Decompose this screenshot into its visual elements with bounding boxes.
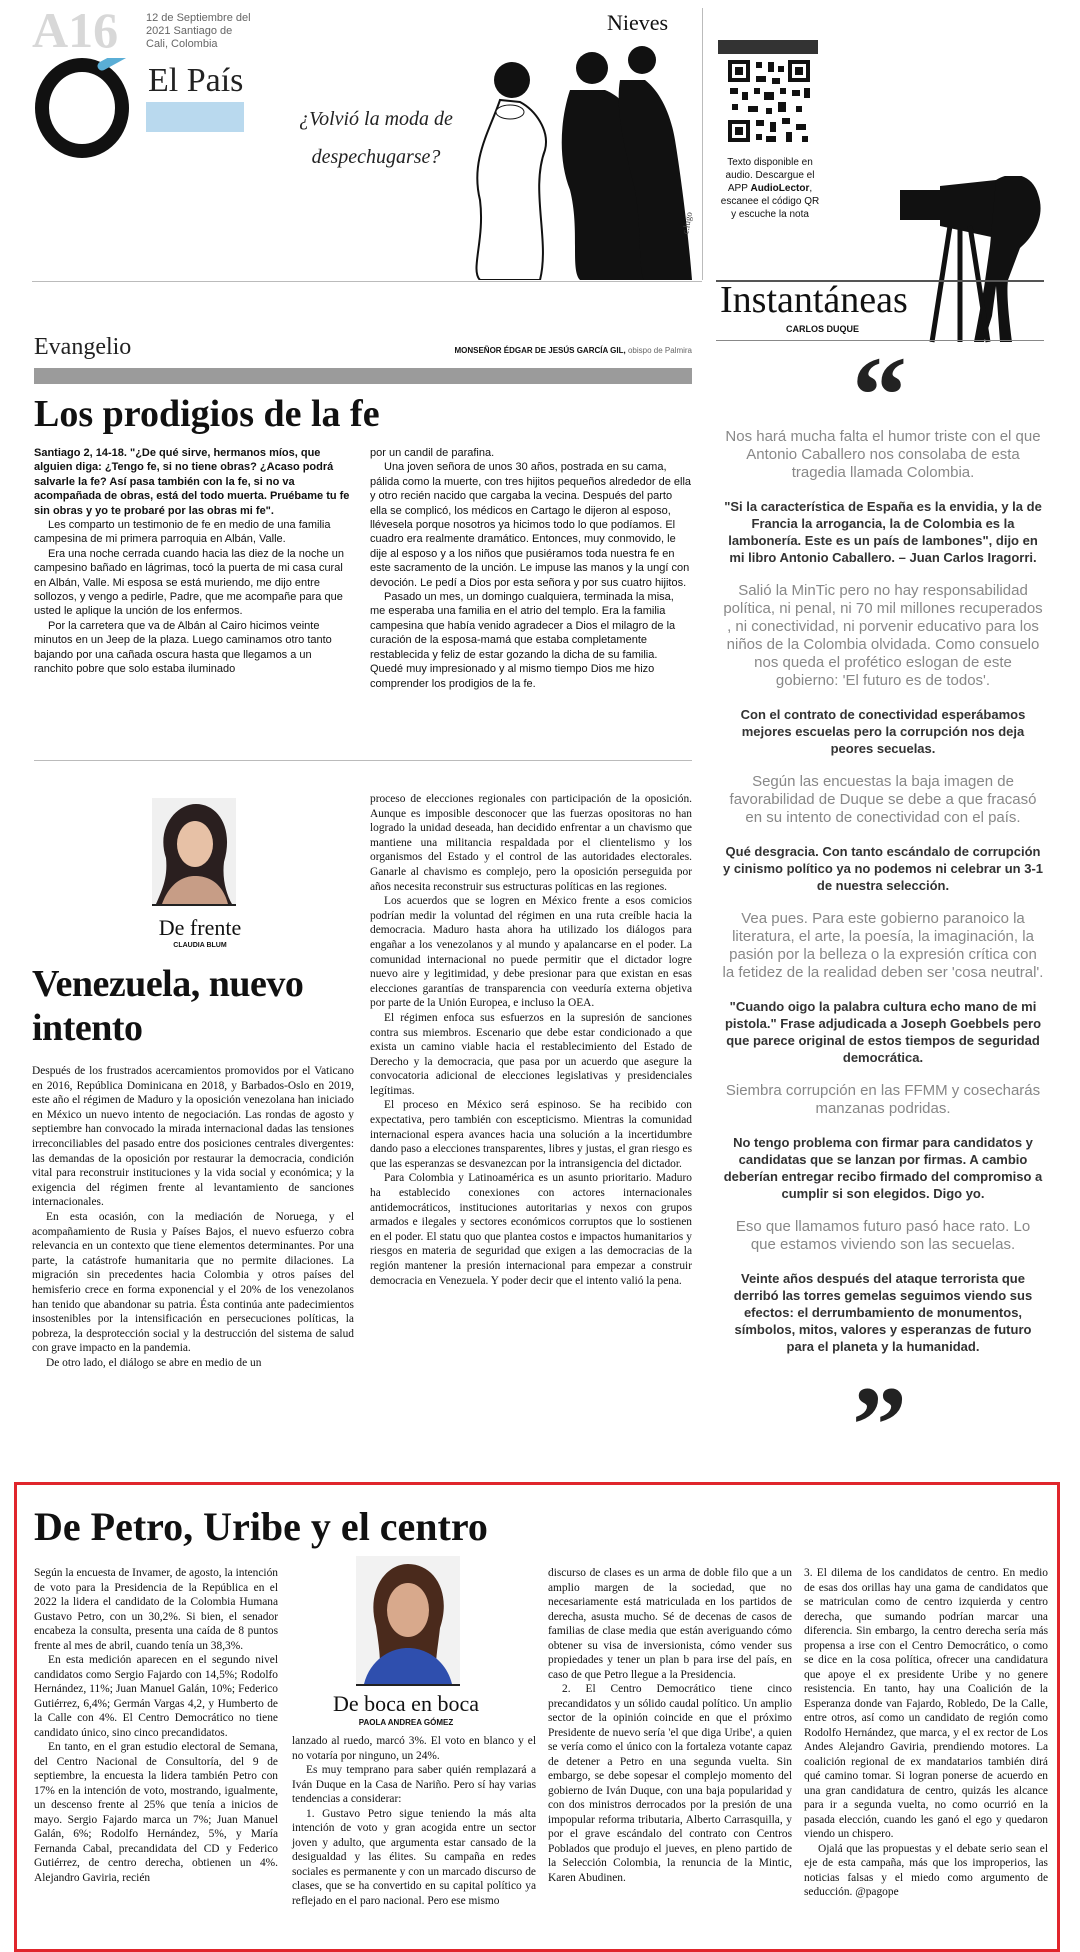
audio-note: Texto disponible en audio. Descargue el APP AudioLector, escanee el código QR y escuche la nota: [720, 157, 820, 220]
evangelio-col-2: por un candil de parafina. Una joven señora de unos 30 años, postrada en su cama, pálida como la muerte, con tres hijitos pequeños alrededor de ella y otro recién nacido que cargaba la vecina. Después del parto ella se complicó, los médicos en Cartago le dijeron al esposo, llévesela porque nosotros ya hicimos todo lo que podíamos. El cuadro era realmente dramático. Entonces, muy conmovido, le dije al esposo y a los niños que pusiéramos toda nuestra fe en este sacramento de la unción. Le impuse las manos y la ungí con devoción. Le pedí a Dios por esta señora y por sus cuatro hijitos. Pasado un mes, un domingo cualquiera, terminada la misa, me esperaba una familia en el atrio del templo. Era la familia campesina que había venido agradecer a Dios el milagro de la curación de la esposa-mamá que estaba completamente restablecida y feliz de estar gozando la dicha de su familia. Quedé muy impresionado y al mismo tiempo Dios me hizo comprender los prodigios de la fe.: [370, 447, 692, 690]
petro-title: De Petro, Uribe y el centro: [34, 1504, 488, 1549]
instantanea-quote: Eso que llamamos futuro pasó hace rato. Lo que estamos viviendo son las secuelas.: [735, 1218, 1031, 1253]
column-de-boca-en-boca: De boca en boca: [333, 1691, 479, 1716]
instantaneas-author: CARLOS DUQUE: [786, 324, 860, 334]
evangelio-title: Los prodigios de la fe: [34, 393, 380, 435]
evangelio-col-1: Santiago 2, 14-18. "¿De qué sirve, hermanos míos, que alguien diga: ¿Tengo fe, si no tiene obras? ¿Acaso podrá salvarle la fe? Así pasa también con la fe, si no va acompañada de obras, está del todo muerta. Pruébame tu fe sin obras y yo te probaré por las obras mi fe". Les comparto un testimonio de fe en medio de una familia campesina de mi primera parroquia en Albán, Valle. Era una noche cerrada cuando hacia las diez de la noche un campesino bañado en lágrimas, tocó la puerta de mi casa cural en Albán, Valle. Mi esposa se está muriendo, me dijo entre sollozos, y vengo a pedirle, Padre, que me acompañe para que usted le aplique la unción de los enfermos. Por la carretera que va de Albán al Cairo hicimos veinte minutos en un Jeep de la plaza. Luego caminamos otro tanto bajando por una cañada oscura hasta que llegamos a un ranchito pobre que solo estaba iluminado: [34, 446, 352, 677]
close-quote-icon: ”: [852, 1364, 907, 1486]
instantaneas-title: Instantáneas: [720, 279, 908, 321]
petro-col-2: lanzado al ruedo, marcó 3%. El voto en blanco y el no votaría por ninguno, un 24%. Es muy temprano para saber quién remplazará a Iván Duque en la Casa de Nariño. Pero sí hay varias tendencias a considerar: 1. Gustavo Petro sigue teniendo la más alta intención de voto y gran acogida entre un sector joven y adulto, que argumenta estar cansado de la desigualdad y las élites. Su campaña en redes sociales es permanente y con un marcado discurso de clases, que se ha convertido en su capital político ya reflejado en el paro nacional. Pero ese mismo: [292, 1735, 536, 1907]
open-quote-icon: “: [852, 334, 907, 456]
evangelio-bottom-rule: [34, 760, 692, 761]
cartoon-women-illustration: [430, 40, 700, 280]
evangelio-byline: MONSEÑOR ÉDGAR DE JESÚS GARCÍA GIL, obispo de Palmira: [454, 346, 692, 355]
author-claudia-blum: CLAUDIA BLUM: [173, 942, 227, 949]
instantanea-quote: Según las encuestas la baja imagen de favorabilidad de Duque se debe a que fracasó en su intento de conectividad con el país.: [729, 773, 1037, 826]
petro-col-3: discurso de clases es un arma de doble filo que a un amplio margen de la sociedad, que no necesariamente está matriculada en los partidos de derecha, asusta mucho. Sé de decenas de casos de familias de clase media que están averiguando cómo obtener su visa de inversionista, cómo vender sus propiedades y tener un plan b para irse del país, en caso de que Petro llegue a la Presidencia. 2. El Centro Democrático tiene cinco precandidatos y un sólido caudal político. Un amplio sector de la opinión coincide en que el próximo Presidente de nuevo sería 'el que diga Uribe', a quien se vería como el único con la fortaleza votante capaz de detener a Petro en una segunda vuelta. Sin embargo, se debe sopesar el complejo momento del gobierno de Iván Duque, con una baja popularidad y con dos ministros derrocados por la presión de una impopular reforma tributaria, Alberto Carrasquilla, y por el grave escándalo del contrato con Centros Poblados que produjo el jueves, en pleno partido de la Selección Colombia, la renuncia de la Mintic, Karen Abudinen.: [548, 1567, 792, 1884]
evangelio-lead: Santiago 2, 14-18. "¿De qué sirve, hermanos míos, que alguien diga: ¿Tengo fe, si no tiene obras? ¿Acaso podrá salvarle la fe? Así pasa también con la fe, si no va acompañada de obras, está del todo muerta. Pruébame tu fe sin obras y yo te probaré por las obras mi fe".: [34, 447, 350, 517]
venezuela-title: Venezuela, nuevo intento: [32, 963, 304, 1049]
venezuela-col-2: proceso de elecciones regionales con participación de la oposición. Aunque es imposible desconocer que las fuerzas opositoras no han logrado la unidad deseada, han decidido enfrentar a un chavismo que mantiene una militancia respaldada por el clientelismo y los organismos del Estado y el control de las autoridades electorales. Ganarle al chavismo es complejo, pero la oposición perseguida por años necesita reconstruir sus estructuras políticas en las regiones. Los acuerdos que se logren en México frente a esos comicios podrían medir la voluntad del régimen en una ruta creíble hacia la democracia. Maduro hasta ahora ha utilizado los diálogos para engañar a los venezolanos y al mundo y apalancarse en el poder. La comunidad internacional no puede permitir que el dictador logre nuevo aire y legitimidad, y debe presionar para que existan en esas elecciones garantías de transparencia con veeduría externa objetiva por parte de la Unión Europea, e incluso la OEA. El régimen enfoca sus esfuerzos en la supresión de sanciones contra sus miembros. Escenario que debe estar condicionado a que exista un camino viable hacia el restablecimiento del Estado de Derecho y la democracia, que pasa por un acuerdo que asegure la convocatoria adicional de elecciones legislativas y presidenciales legítimas. El proceso en México será espinoso. Se ha recibido con expectativa, pero también con escepticismo. Mientras la comunidad internacional espera avances hacia una solución a la incertidumbre dando paso a elecciones transparentes, libres y justas, el gran riesgo es que las esperanzas se desvanezcan por la intransigencia del dictador. Para Colombia y Latinoamérica es un asunto prioritario. Maduro ha establecido conexiones con actores internacionales antidemocráticos, instituciones autoritarias y nexos con grupos armados e ilegales y sectores económicos corruptos que lo sostienen en el poder. El statu quo que plantea costos e impactos humanitarios y riesgos en materia de seguridad que exigen a las democracias de la región mantener la presión internacional para empezar a construir democracia en Venezuela. Y poder decir que el intento valió la pena.: [370, 793, 692, 1287]
date-line: 12 de Septiembre del 2021 Santiago de Cali, Colombia: [146, 12, 251, 50]
section-label: Evangelio: [34, 334, 132, 360]
avatar-paola-gomez: [356, 1556, 460, 1686]
instantanea-quote: "Si la característica de España es la envidia, y la de Francia la arrogancia, la de Colombia es la lambonería. Este es un país de lambones", dijo en mi libro Antonio Caballero. – Juan Carlos Iragorri.: [724, 499, 1042, 565]
column-de-frente: De frente: [158, 915, 242, 940]
cartoon-speech: ¿Volvió la moda de despechugarse?: [299, 108, 453, 168]
audio-app-name: AudioLector: [750, 183, 810, 194]
instantanea-quote: Siembra corrupción en las FFMM y cosecharás manzanas podridas.: [725, 1082, 1041, 1117]
instantaneas-quotes: [722, 428, 1044, 1371]
avatar-claudia-blum: [152, 798, 236, 906]
qr-code-icon[interactable]: [726, 58, 812, 144]
photographer-camera-illustration: [900, 176, 1056, 344]
petro-col-4: 3. El dilema de los candidatos de centro. En medio de esas dos orillas hay una gama de candidatos que se matriculan como de centro izquierda y centro derecha, que sumando podrían marcar una diferencia. Sin embargo, la centro derecha sería más propensa a irse con el Centro Democrático, o como se dice en la cosa política, ofrecer una candidatura que apoye el ex presidente Uribe y no genere resistencia. En tanto, hay una Coalición de la Esperanza donde van Fajardo, Robledo, De la Calle, entre otros, así como un candidato de región como Rodolfo Hernández, que marca, y el ex rector de Los Andes Alejandro Gaviria, prendiendo motores. La coalición regional de ex mandatarios también dirá qué camino tomar. Si logran ponerse de acuerdo en una gran candidatura de centro, quizás les alcance para ir a segunda vuelta, no como ocurrió en la pasada elección, cuando les ganó el ego y quedaron viendo un chispero. Ojalá que las propuestas y el debate serio sean el eje de esta campaña, más que los improperios, las noticias falsas y el miedo como argumento de seducción. @pagope: [804, 1567, 1048, 1898]
instantanea-quote: Salió la MinTic pero no hay responsabilidad política, ni penal, ni 70 mil millones recuperados , ni conectividad, ni porvenir educativo para los niños de la Colombia olvidada. Como consuelo nos queda el profético eslogan de este gobierno: 'El futuro es de todos'.: [723, 582, 1043, 689]
instantanea-quote: Vea pues. Para este gobierno paranoico la literatura, el arte, la poesía, la imaginación, la pasión por la belleza o la expresión crítica con la fetidez de la realidad deben ser 'cosa neutral'.: [722, 910, 1044, 981]
instantanea-quote: Con el contrato de conectividad esperábamos mejores escuelas pero la corrupción nos deja peores secuelas.: [740, 707, 1026, 756]
cartoon-bottom-rule: [32, 281, 702, 282]
instantanea-quote: No tengo problema con firmar para candidatos y candidatas que se lanzan por firmas. A cambio deberían entregar recibo firmado del compromiso a cumplir si son elegidos. Digo yo.: [723, 1135, 1043, 1201]
instantanea-quote: "Cuando oigo la palabra cultura echo mano de mi pistola." Frase adjudicada a Joseph Goebbels pero que parece original de estos tiempos de seguridad democrática.: [724, 999, 1042, 1065]
evangelio-grey-bar: [34, 368, 692, 384]
author-paola-gomez: PAOLA ANDREA GÓMEZ: [358, 1718, 454, 1727]
instantanea-quote: Nos hará mucha falta el humor triste con el que Antonio Caballero nos consolaba de esta tragedia llamada Colombia.: [725, 428, 1041, 481]
page-number: A16: [32, 2, 119, 58]
qr-bar: [718, 40, 818, 54]
instantanea-quote: Veinte años después del ataque terrorista que derribó las torres gemelas seguimos viendo sus efectos: el derrumbamiento de monumentos, símbolos, mitos, valores y esperanzas de futuro para el planeta y la humanidad.: [733, 1271, 1033, 1354]
cartoon-signature: c.lugo: [680, 211, 694, 235]
cartoon-title: Nieves: [607, 10, 669, 35]
petro-col-1: Según la encuesta de Invamer, de agosto, la intención de voto para la Presidencia de la República en el 2022 la lidera el candidato de la Colombia Humana Gustavo Petro, con un 30,2%. Si bien, el senador encabeza la consulta, presenta una caída de 8 puntos frente al mes de abril, cuando tenía un 38,3%. En esta medición aparecen en el segundo nivel candidatos como Sergio Fajardo con 14,5%; Rodolfo Hernández, 11%; Juan Manuel Galán, 10%; Federico Gutiérrez, 6,4%; Germán Vargas 4,2, y Humberto de la Calle con 4%. El Centro Democrático no tiene candidato único, sino cinco precandidatos. En tanto, en el gran estudio electoral de Semana, del Centro Nacional de Consultoría, del 9 de septiembre, la encuesta la lidera también Petro con 17% en la intención de voto, mostrando, igualmente, un descenso frente al 25% que tenía a inicios de mayo. Sergio Fajardo marca un 7%; Juan Manuel Galán, 6%; Rodolfo Hernández, 5%, y María Fernanda Cabal, precandidata del CD y Federico Gutiérrez, de centro derecha, obtienen un 4%. Alejandro Gaviria, recién: [34, 1567, 278, 1884]
brand-name: El País: [148, 62, 244, 99]
instantanea-quote: Qué desgracia. Con tanto escándalo de corrupción y cinismo político ya no podemos ni celebrar un 3-1 de nuestra selección.: [722, 844, 1044, 893]
venezuela-col-1: Después de los frustrados acercamientos promovidos por el Vaticano en 2016, República Dominicana en 2018, y Barbados-Oslo en 2019, este año el régimen de Maduro y la oposición venezolana han iniciado en México un nuevo intento de negociación. Las rondas de agosto y septiembre han convocado la mirada internacional dadas las tensiones irreconciliables del pasado entre dos posiciones centrales divergentes: las demandas de la oposición por restaurar la democracia, condición vital para reconstruir instituciones y la vida social y económica; y la exigencia del régimen frente al levantamiento de sanciones internacionales. En esta ocasión, con la mediación de Noruega, y el acompañamiento de Rusia y Países Bajos, el nuevo esfuerzo cobra relevancia en un contexto que tiene elementos determinantes. Por una parte, la catástrofe humanitaria que no permite dilaciones. La migración sin precedentes hacia Colombia y otros países del hemisferio crece en forma exponencial y el 20% de los venezolanos han tenido que abandonar su patria. Ésta continúa ante padecimientos insostenibles por la intensificación en persecuciones políticas, la pobreza, la desprotección social y la destrucción del sistema de salud con grave impacto en la pandemia. De otro lado, el diálogo se abre en medio de un: [32, 1065, 354, 1369]
